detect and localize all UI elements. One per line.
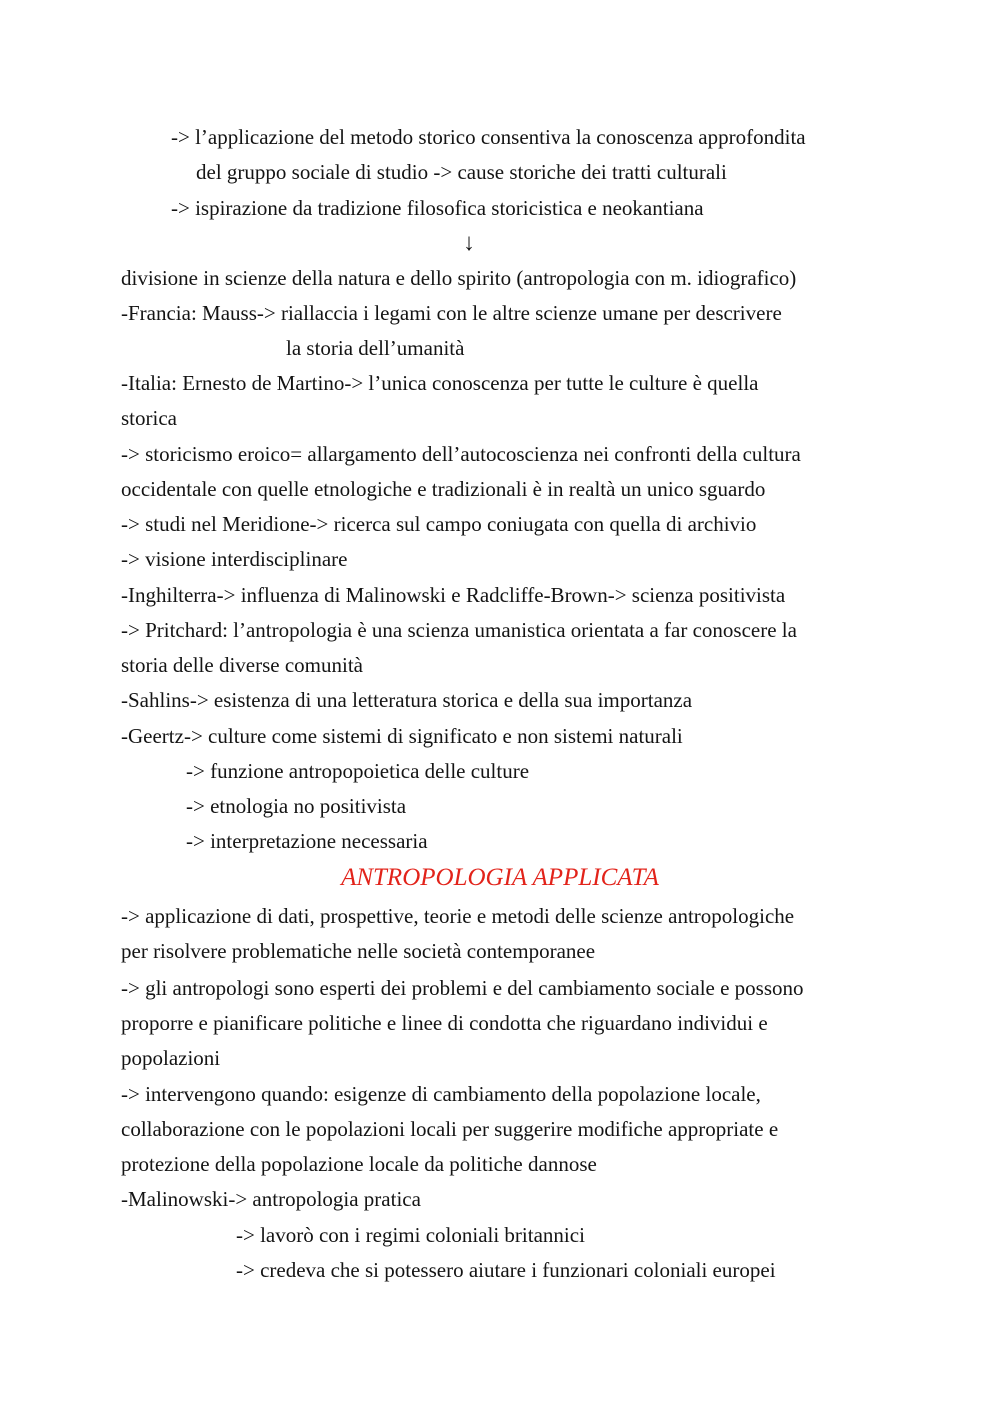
text-line: popolazioni (121, 1046, 221, 1070)
text-line: -Geertz-> culture come sistemi di significato e non sistemi naturali (121, 724, 683, 748)
text-line: -> l’applicazione del metodo storico consentiva la conoscenza approfondita (171, 125, 806, 149)
text-line: -Inghilterra-> influenza di Malinowski e Radcliffe-Brown-> scienza positivista (121, 583, 786, 607)
text-line: protezione della popolazione locale da politiche dannose (121, 1152, 597, 1176)
text-line: per risolvere problematiche nelle società contemporanee (121, 939, 596, 963)
text-line: -Sahlins-> esistenza di una letteratura storica e della sua importanza (121, 688, 693, 712)
text-line: del gruppo sociale di studio -> cause storiche dei tratti culturali (196, 160, 727, 184)
text-line: -> studi nel Meridione-> ricerca sul campo coniugata con quella di archivio (121, 512, 757, 536)
text-line: -Italia: Ernesto de Martino-> l’unica conoscenza per tutte le culture è quella (121, 371, 759, 395)
text-line: -> visione interdisciplinare (121, 547, 348, 571)
text-line: -> intervengono quando: esigenze di cambiamento della popolazione locale, (121, 1082, 761, 1106)
text-line: -> applicazione di dati, prospettive, teorie e metodi delle scienze antropologiche (121, 904, 795, 928)
text-line: -> interpretazione necessaria (186, 829, 428, 853)
text-line: divisione in scienze della natura e dello spirito (antropologia con m. idiografico) (121, 266, 797, 290)
text-line: -Francia: Mauss-> riallaccia i legami con le altre scienze umane per descrivere (121, 301, 782, 325)
down-arrow-icon: ↓ (463, 230, 475, 256)
text-line: occidentale con quelle etnologiche e tradizionali è in realtà un unico sguardo (121, 477, 766, 501)
text-line: storica (121, 406, 177, 430)
text-line: -> storicismo eroico= allargamento dell’autocoscienza nei confronti della cultura (121, 442, 801, 466)
text-line: collaborazione con le popolazioni locali per suggerire modifiche appropriate e (121, 1117, 779, 1141)
text-line: -Malinowski-> antropologia pratica (121, 1187, 421, 1211)
text-line: storia delle diverse comunità (121, 653, 364, 677)
text-line: proporre e pianificare politiche e linee di condotta che riguardano individui e (121, 1011, 768, 1035)
text-line: -> etnologia no positivista (186, 794, 407, 818)
text-line: -> gli antropologi sono esperti dei problemi e del cambiamento sociale e possono (121, 976, 804, 1000)
section-heading: ANTROPOLOGIA APPLICATA (341, 864, 659, 891)
text-line: -> lavorò con i regimi coloniali britannici (236, 1223, 585, 1247)
text-line: la storia dell’umanità (286, 336, 465, 360)
text-line: -> funzione antropopoietica delle culture (186, 759, 530, 783)
text-line: -> Pritchard: l’antropologia è una scienza umanistica orientata a far conoscere la (121, 618, 797, 642)
text-line: -> credeva che si potessero aiutare i funzionari coloniali europei (236, 1258, 776, 1282)
text-line: -> ispirazione da tradizione filosofica storicistica e neokantiana (171, 196, 704, 220)
